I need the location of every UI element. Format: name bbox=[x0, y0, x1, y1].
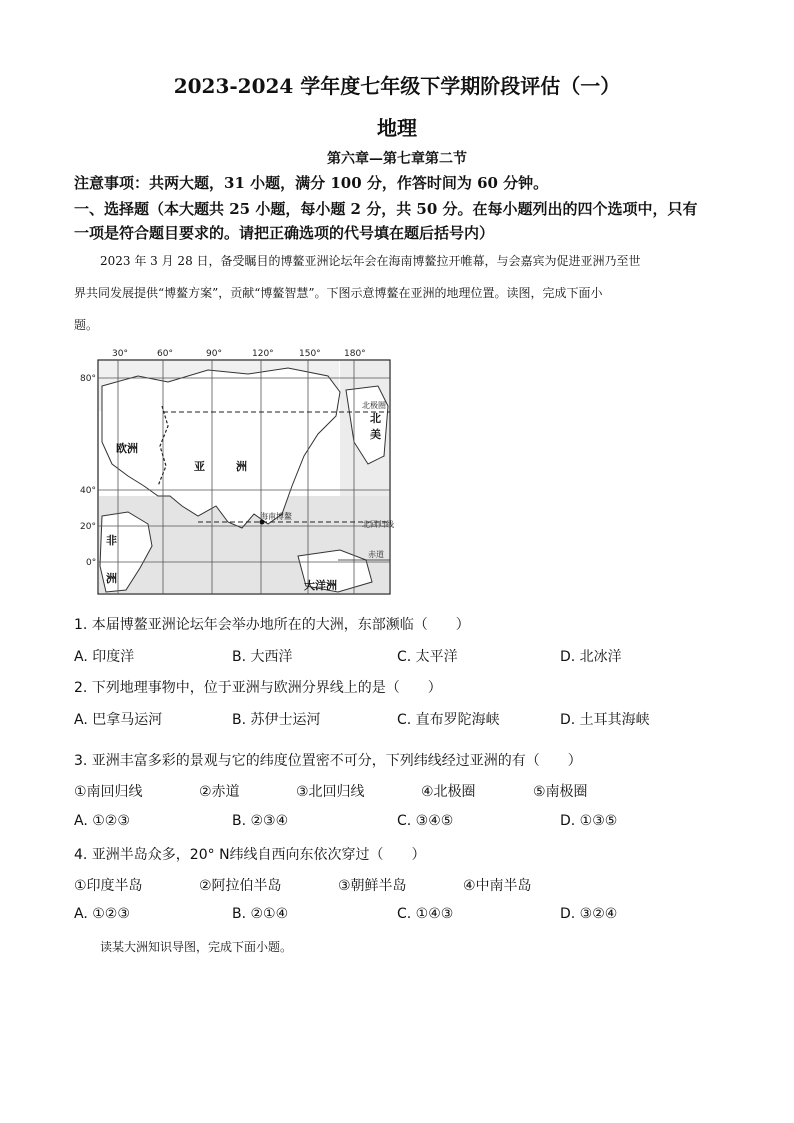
question-2-stem: 2. 下列地理事物中，位于亚洲与欧洲分界线上的是（ ） bbox=[74, 680, 442, 696]
lat-label: 0° bbox=[86, 558, 97, 568]
lon-label: 90° bbox=[206, 349, 222, 359]
q4-item: ④中南半岛 bbox=[463, 878, 532, 894]
page-title: 2023-2024 学年度七年级下学期阶段评估（一） bbox=[173, 74, 621, 98]
q4-item: ③朝鲜半岛 bbox=[338, 878, 407, 894]
chapter-scope: 第六章—第七章第二节 bbox=[327, 151, 467, 167]
label-na-2: 美 bbox=[370, 428, 381, 441]
q4-option-c[interactable]: C. ①④③ bbox=[397, 906, 454, 922]
intro-line1: 2023 年 3 月 28 日，备受瞩目的博鳌亚洲论坛年会在海南博鳌拉开帷幕，与会嘉宾为促进亚洲乃至世 bbox=[100, 254, 641, 268]
section-heading-line2: 一项是符合题目要求的。请把正确选项的代号填在题后括号内） bbox=[74, 224, 495, 242]
question-1-stem: 1. 本届博鳌亚洲论坛年会举办地所在的大洲，东部濒临（ ） bbox=[74, 617, 470, 633]
question-3-stem: 3. 亚洲丰富多彩的景观与它的纬度位置密不可分，下列纬线经过亚洲的有（ ） bbox=[74, 753, 582, 769]
label-africa-2: 洲 bbox=[106, 572, 117, 585]
q2-option-d[interactable]: D. 土耳其海峡 bbox=[560, 712, 650, 728]
q3-option-b[interactable]: B. ②③④ bbox=[232, 813, 289, 829]
asia-location-map bbox=[78, 346, 398, 600]
lon-label: 180° bbox=[344, 349, 366, 359]
lon-label: 120° bbox=[252, 349, 274, 359]
lat-label: 20° bbox=[80, 522, 96, 532]
q2-option-b[interactable]: B. 苏伊士运河 bbox=[232, 712, 321, 728]
q2-option-c[interactable]: C. 直布罗陀海峡 bbox=[397, 712, 500, 728]
intro-line3: 题。 bbox=[74, 318, 99, 332]
lon-label: 30° bbox=[112, 349, 128, 359]
next-section-intro: 读某大洲知识导图，完成下面小题。 bbox=[100, 940, 293, 954]
q1-option-b[interactable]: B. 大西洋 bbox=[232, 649, 293, 665]
q3-option-c[interactable]: C. ③④⑤ bbox=[397, 813, 454, 829]
label-arctic-circle: 北极圈 bbox=[362, 401, 386, 410]
label-tropic: 北回归线 bbox=[362, 520, 394, 529]
q2-option-a[interactable]: A. 巴拿马运河 bbox=[74, 712, 163, 728]
intro-line2: 界共同发展提供“博鳌方案”，贡献“博鳌智慧”。下图示意博鳌在亚洲的地理位置。读图，完成下面小 bbox=[74, 286, 603, 300]
q4-item: ①印度半岛 bbox=[74, 878, 143, 894]
label-oceania: 大洋洲 bbox=[304, 579, 337, 592]
q4-option-d[interactable]: D. ③②④ bbox=[560, 906, 618, 922]
q3-item: ①南回归线 bbox=[74, 784, 143, 800]
q4-option-b[interactable]: B. ②①④ bbox=[232, 906, 289, 922]
q1-option-c[interactable]: C. 太平洋 bbox=[397, 649, 458, 665]
q4-option-a[interactable]: A. ①②③ bbox=[74, 906, 130, 922]
section-heading-line1: 一、选择题（本大题共 25 小题，每小题 2 分，共 50 分。在每小题列出的四个选项中，只有 bbox=[74, 200, 698, 218]
subject-title: 地理 bbox=[377, 116, 417, 140]
label-na-1: 北 bbox=[370, 412, 381, 425]
label-europe: 欧洲 bbox=[116, 442, 138, 455]
label-africa-1: 非 bbox=[106, 534, 117, 547]
q3-item: ④北极圈 bbox=[421, 784, 476, 800]
q3-item: ③北回归线 bbox=[296, 784, 365, 800]
label-asia-1: 亚 bbox=[194, 460, 205, 473]
notice: 注意事项：共两大题，31 小题，满分 100 分，作答时间为 60 分钟。 bbox=[74, 174, 549, 192]
lon-label: 60° bbox=[157, 349, 173, 359]
question-4-stem: 4. 亚洲半岛众多，20° N纬线自西向东依次穿过（ ） bbox=[74, 847, 426, 863]
q3-option-d[interactable]: D. ①③⑤ bbox=[560, 813, 618, 829]
q1-option-d[interactable]: D. 北冰洋 bbox=[560, 649, 622, 665]
label-asia-2: 洲 bbox=[236, 460, 247, 473]
q4-item: ②阿拉伯半岛 bbox=[199, 878, 282, 894]
label-boao: 海南博鳌 bbox=[260, 512, 292, 521]
q3-item: ②赤道 bbox=[199, 784, 240, 800]
q3-option-a[interactable]: A. ①②③ bbox=[74, 813, 130, 829]
q1-option-a[interactable]: A. 印度洋 bbox=[74, 649, 135, 665]
label-equator: 赤道 bbox=[368, 550, 384, 559]
q3-item: ⑤南极圈 bbox=[533, 784, 588, 800]
lat-label: 80° bbox=[80, 374, 96, 384]
lon-label: 150° bbox=[299, 349, 321, 359]
lat-label: 40° bbox=[80, 486, 96, 496]
